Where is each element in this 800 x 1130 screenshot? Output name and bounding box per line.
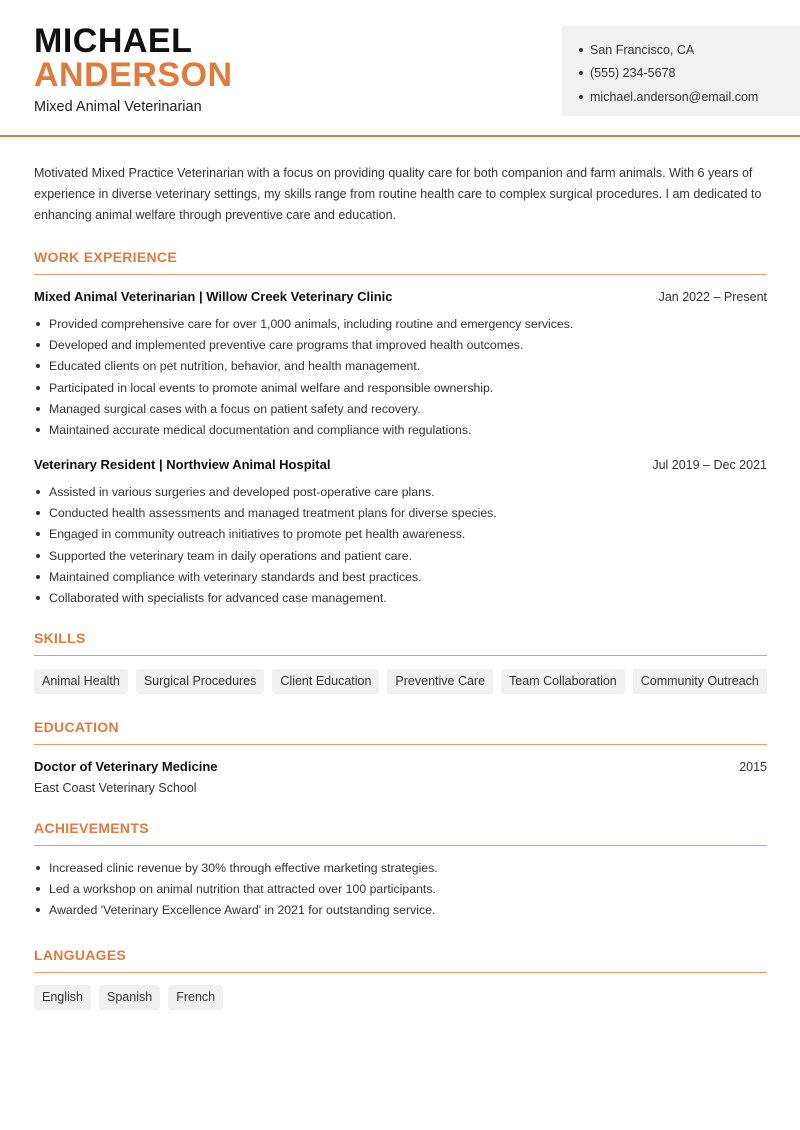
language-tag: Spanish	[99, 985, 160, 1010]
job-bullets	[34, 313, 767, 441]
email-text: michael.anderson@email.com	[590, 89, 759, 104]
bullet-icon	[36, 364, 40, 368]
bullet-text: Educated clients on pet nutrition, behavior, and health management.	[49, 359, 421, 374]
list-item	[34, 878, 767, 899]
job-date: Jan 2022 – Present	[658, 290, 767, 304]
bullet-text: Collaborated with specialists for advanced case management.	[49, 591, 387, 606]
contact-phone	[579, 62, 800, 86]
job-header	[34, 289, 767, 304]
list-item	[34, 313, 767, 334]
section-title-work: WORK EXPERIENCE	[34, 249, 767, 275]
list-item	[34, 334, 767, 355]
list-item	[34, 502, 767, 523]
bullet-icon	[36, 511, 40, 515]
bullet-icon	[36, 575, 40, 579]
bullet-text: Maintained accurate medical documentation and compliance with regulations.	[49, 423, 472, 438]
bullet-icon	[36, 866, 40, 870]
bullet-icon	[36, 908, 40, 912]
bullet-icon	[36, 554, 40, 558]
bullet-icon	[36, 407, 40, 411]
skills-tags	[34, 669, 767, 694]
bullet-icon	[36, 428, 40, 432]
job-entry-1	[34, 289, 767, 441]
last-name: ANDERSON	[34, 56, 233, 94]
list-item	[34, 566, 767, 587]
resume-header	[0, 0, 800, 137]
section-title-education: EDUCATION	[34, 719, 767, 745]
contact-location	[579, 38, 800, 62]
bullet-icon	[579, 48, 583, 52]
skill-tag: Animal Health	[34, 669, 128, 694]
list-item	[34, 419, 767, 440]
bullet-text: Supported the veterinary team in daily operations and patient care.	[49, 548, 412, 563]
bullet-icon	[36, 386, 40, 390]
list-item	[34, 900, 767, 921]
first-name: MICHAEL	[34, 22, 193, 60]
bullet-icon	[36, 532, 40, 536]
skill-tag: Client Education	[272, 669, 379, 694]
school-name: East Coast Veterinary School	[34, 781, 197, 795]
graduation-year: 2015	[739, 760, 767, 774]
section-title-skills: SKILLS	[34, 630, 767, 656]
phone-text: (555) 234-5678	[590, 66, 676, 81]
bullet-icon	[36, 343, 40, 347]
contact-box	[562, 26, 800, 116]
list-item	[34, 524, 767, 545]
education-header	[34, 759, 767, 774]
list-item	[34, 587, 767, 608]
skill-tag: Preventive Care	[387, 669, 493, 694]
job-header	[34, 457, 767, 472]
bullet-text: Managed surgical cases with a focus on patient safety and recovery.	[49, 401, 421, 416]
bullet-text: Developed and implemented preventive care programs that improved health outcomes.	[49, 337, 524, 352]
bullet-text: Participated in local events to promote animal welfare and responsible ownership.	[49, 380, 494, 395]
job-bullets	[34, 481, 767, 609]
list-item	[34, 356, 767, 377]
bullet-text: Awarded 'Veterinary Excellence Award' in 2021 for outstanding service.	[49, 903, 436, 918]
job-role: Mixed Animal Veterinarian | Willow Creek Veterinary Clinic	[34, 289, 393, 304]
job-role: Veterinary Resident | Northview Animal Hospital	[34, 457, 331, 472]
languages-tags	[34, 985, 223, 1010]
bullet-icon	[579, 95, 583, 99]
education-entry	[34, 759, 767, 795]
location-text: San Francisco, CA	[590, 42, 695, 57]
bullet-text: Led a workshop on animal nutrition that attracted over 100 participants.	[49, 881, 436, 896]
skill-tag: Team Collaboration	[501, 669, 625, 694]
bullet-icon	[36, 596, 40, 600]
bullet-icon	[579, 71, 583, 75]
language-tag: French	[168, 985, 223, 1010]
job-title: Mixed Animal Veterinarian	[34, 99, 202, 115]
achievements-list	[34, 857, 767, 921]
list-item	[34, 377, 767, 398]
list-item	[34, 545, 767, 566]
bullet-text: Conducted health assessments and managed treatment plans for diverse species.	[49, 505, 497, 520]
job-entry-2	[34, 457, 767, 609]
bullet-text: Increased clinic revenue by 30% through effective marketing strategies.	[49, 860, 438, 875]
skill-tag: Community Outreach	[633, 669, 767, 694]
list-item	[34, 857, 767, 878]
contact-email	[579, 85, 800, 109]
bullet-icon	[36, 322, 40, 326]
summary-paragraph: Motivated Mixed Practice Veterinarian with a focus on providing quality care for both companion and farm animals. With 6 years of experience in diverse veterinary settings, my skills range from routine health care to complex surgical procedures. I am dedicated to enhancing animal welfare through preventive care and education.	[34, 166, 762, 222]
bullet-text: Engaged in community outreach initiatives to promote pet health awareness.	[49, 527, 466, 542]
degree: Doctor of Veterinary Medicine	[34, 759, 218, 774]
section-title-achievements: ACHIEVEMENTS	[34, 820, 767, 846]
list-item	[34, 398, 767, 419]
bullet-icon	[36, 490, 40, 494]
bullet-icon	[36, 887, 40, 891]
bullet-text: Assisted in various surgeries and developed post-operative care plans.	[49, 484, 435, 499]
bullet-text: Provided comprehensive care for over 1,000 animals, including routine and emergency services.	[49, 316, 574, 331]
bullet-text: Maintained compliance with veterinary standards and best practices.	[49, 569, 422, 584]
list-item	[34, 481, 767, 502]
language-tag: English	[34, 985, 91, 1010]
job-date: Jul 2019 – Dec 2021	[652, 458, 767, 472]
section-title-languages: LANGUAGES	[34, 947, 767, 973]
skill-tag: Surgical Procedures	[136, 669, 265, 694]
